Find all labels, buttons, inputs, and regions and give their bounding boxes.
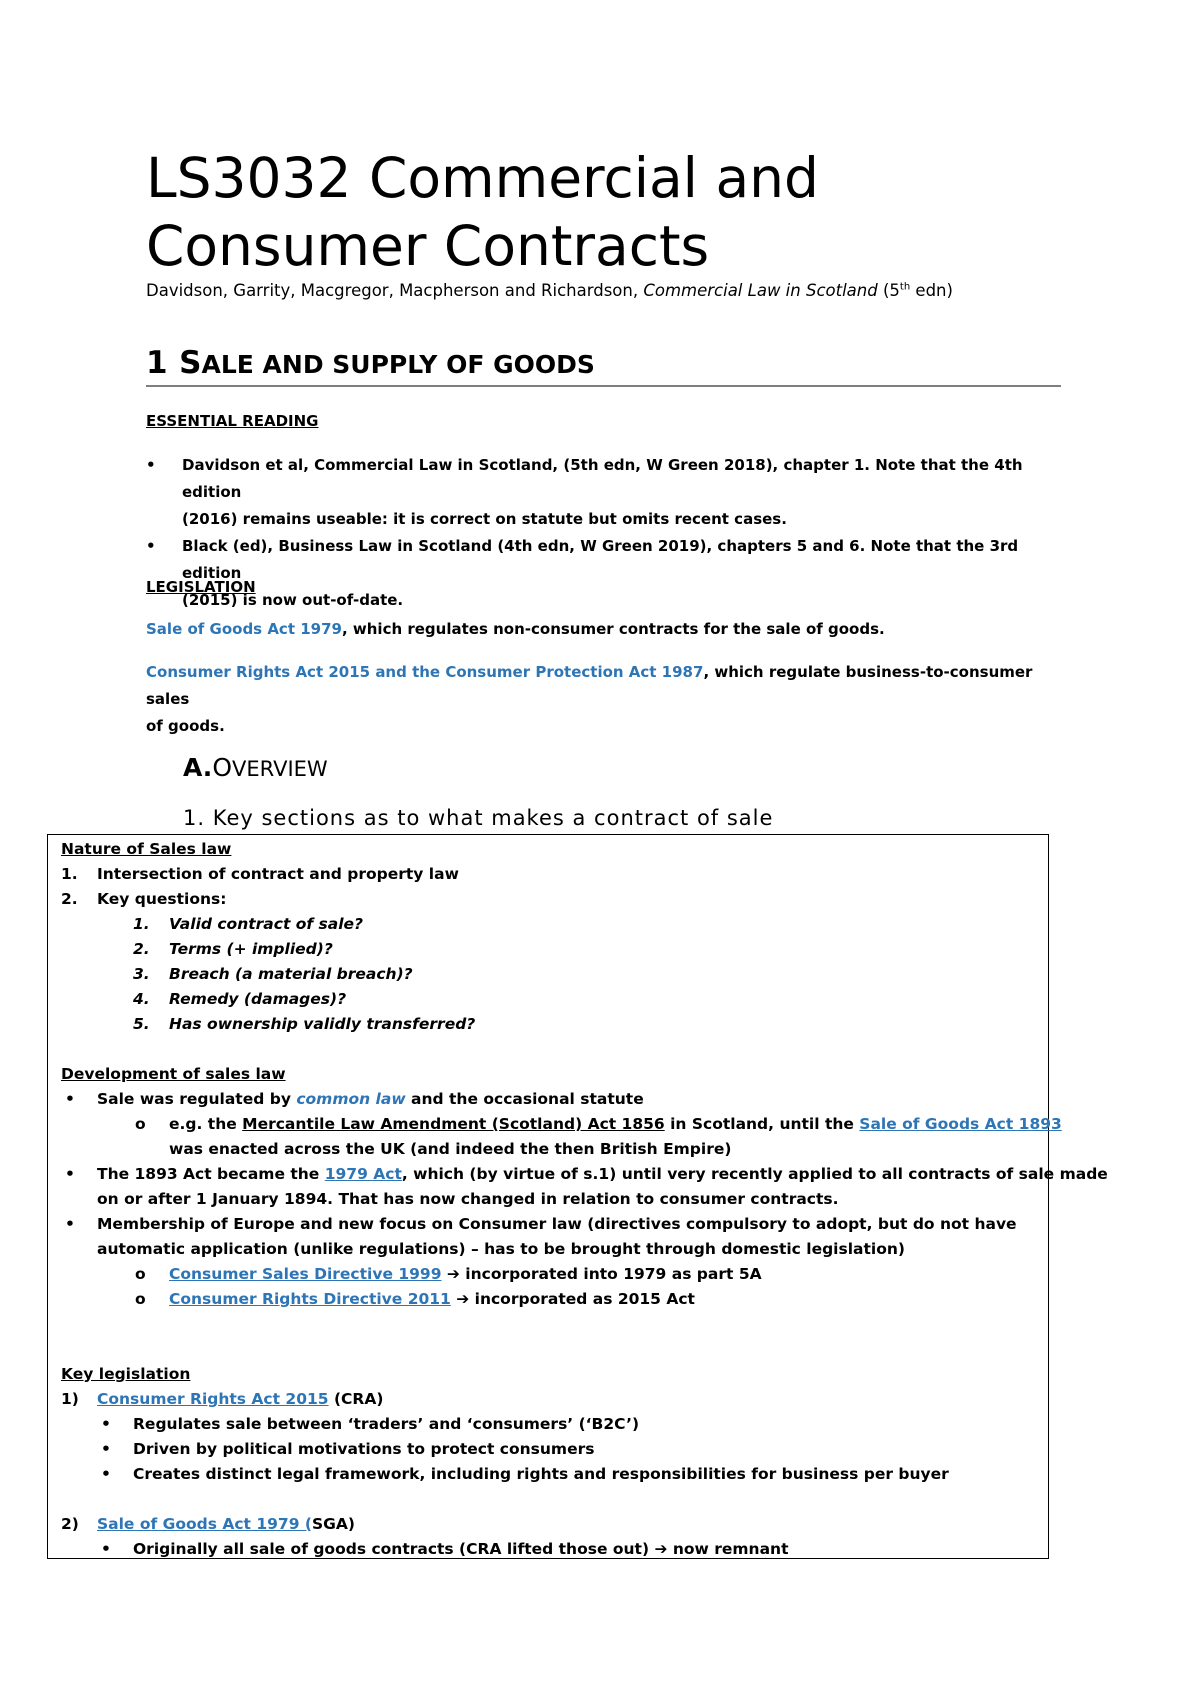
overview-heading	[183, 753, 328, 782]
question-number: 3.	[133, 965, 150, 983]
question-text: Terms (+ implied)?	[169, 940, 333, 958]
arrow-right-icon: ➔	[654, 1540, 668, 1558]
act-1979-link[interactable]: 1979 Act	[324, 1165, 402, 1183]
list-item	[146, 452, 1066, 533]
overview-cap: O	[212, 753, 232, 782]
legislation-para-2-text: , which regulate business-to-consumer sales	[146, 663, 1033, 708]
key1-text: Regulates sale between ‘traders’ and ‘consumers’ (‘B2C’)	[133, 1415, 640, 1433]
sub-bullet-icon: o	[135, 1265, 146, 1283]
edition-post: edn)	[910, 281, 953, 300]
dev-sub1-line2: was enacted across the UK (and indeed the then British Empire)	[169, 1140, 732, 1158]
edition-pre: (5	[877, 281, 900, 300]
overview-rest: VERVIEW	[232, 757, 328, 781]
bullet-icon: •	[101, 1440, 111, 1458]
consumer-sales-directive-link[interactable]: Consumer Sales Directive 1999	[169, 1265, 442, 1283]
sga-1979-box-link[interactable]: Sale of Goods Act 1979 (	[97, 1515, 312, 1533]
key-heading-line	[61, 1362, 1041, 1387]
bullet-icon: •	[101, 1415, 111, 1433]
spacer	[61, 1312, 1041, 1337]
reading-1-line-1: Davidson et al, Commercial Law in Scotland, (5th edn, W Green 2018), chapter 1. Note that the 4th edition	[182, 456, 1023, 501]
legislation-para-2-line-2: of goods.	[146, 717, 225, 735]
sga-1893-link[interactable]: Sale of Goods Act 1893	[859, 1115, 1062, 1133]
item-number: 1.	[61, 865, 78, 883]
key-item-2	[61, 1512, 1041, 1537]
item-text: Key questions:	[97, 890, 227, 908]
dev-sub-3	[61, 1287, 1041, 1312]
legislation-para-1-text: , which regulates non-consumer contracts for the sale of goods.	[341, 620, 885, 638]
common-law-link[interactable]: common law	[296, 1090, 406, 1108]
key-number: 2)	[61, 1515, 79, 1533]
dev-sub-1	[61, 1112, 1062, 1137]
dev-heading: Development of sales law	[61, 1065, 286, 1083]
key1-bullet	[61, 1437, 1041, 1462]
legislation-para-2	[146, 659, 1066, 740]
dev-b2-pre: The 1893 Act became the	[97, 1165, 325, 1183]
dev-bullet-3	[61, 1212, 1041, 1237]
subsection-number: 1.	[183, 806, 206, 830]
key-number: 1)	[61, 1390, 79, 1408]
section-title-rest: ALE AND SUPPLY OF GOODS	[201, 350, 595, 379]
key2-item-post: now remnant	[667, 1540, 789, 1558]
dev-sub-1-cont	[61, 1137, 1041, 1162]
question-number: 1.	[133, 915, 150, 933]
dev-b2-post: , which (by virtue of s.1) until very recently applied to all contracts of sale made	[401, 1165, 1108, 1183]
mercantile-act: Mercantile Law Amendment (Scotland) Act 1856	[242, 1115, 665, 1133]
question-text: Has ownership validly transferred?	[169, 1015, 476, 1033]
section-heading	[146, 345, 1061, 387]
key-item-1	[61, 1387, 1041, 1412]
key2-item-pre: Originally all sale of goods contracts (CRA lifted those out)	[133, 1540, 655, 1558]
spacer	[61, 1337, 1041, 1362]
reading-2-line-2: (2015) is now out-of-date.	[182, 591, 404, 609]
authors-names: Davidson, Garrity, Macgregor, Macpherson and Richardson,	[146, 281, 644, 300]
key1-bullet	[61, 1412, 1041, 1437]
book-title: Commercial Law in Scotland	[643, 281, 878, 300]
dev-sub3-post: incorporated as 2015 Act	[469, 1290, 695, 1308]
question-text: Breach (a material breach)?	[169, 965, 413, 983]
question-item	[61, 937, 1041, 962]
spacer	[61, 1487, 1041, 1512]
dev-sub1-pre: e.g. the	[169, 1115, 243, 1133]
sub-bullet-icon: o	[135, 1115, 146, 1133]
item-text: Intersection of contract and property law	[97, 865, 459, 883]
document-title	[146, 144, 1096, 280]
subsection-title: Key sections as to what makes a contract of sale	[212, 806, 774, 830]
key1-text: Creates distinct legal framework, including rights and responsibilities for business per buyer	[133, 1465, 949, 1483]
key1-text: Driven by political motivations to protect consumers	[133, 1440, 595, 1458]
bullet-icon: •	[65, 1215, 75, 1233]
question-text: Remedy (damages)?	[169, 990, 347, 1008]
key2-post: SGA)	[311, 1515, 355, 1533]
bullet-icon: •	[101, 1540, 111, 1558]
spacer	[61, 1037, 1041, 1062]
question-item	[61, 962, 1041, 987]
dev-b3-line2: automatic application (unlike regulations) – has to be brought through domestic legislation)	[97, 1240, 905, 1258]
dev-bullet-2-cont	[61, 1187, 1041, 1212]
dev-bullet-3-cont	[61, 1237, 1041, 1262]
legislation-heading: LEGISLATION	[146, 578, 256, 596]
notes-box-content	[61, 837, 1108, 1562]
subsection-heading	[183, 806, 773, 830]
title-line-2: Consumer Contracts	[146, 214, 710, 278]
key1-post: (CRA)	[328, 1390, 384, 1408]
dev-heading-line	[61, 1062, 1041, 1087]
legislation-para-1	[146, 616, 1066, 643]
consumer-rights-directive-link[interactable]: Consumer Rights Directive 2011	[169, 1290, 451, 1308]
edition-sup: th	[899, 281, 911, 293]
authors-line	[146, 281, 953, 300]
section-number: 1	[146, 345, 168, 381]
arrow-right-icon: ➔	[446, 1265, 460, 1283]
dev-b1-post: and the occasional statute	[405, 1090, 644, 1108]
list-item	[146, 533, 1066, 614]
bullet-icon: •	[146, 537, 156, 555]
bullet-icon: •	[65, 1165, 75, 1183]
nature-item	[61, 887, 1041, 912]
bullet-icon: •	[65, 1090, 75, 1108]
item-number: 2.	[61, 890, 78, 908]
dev-bullet-1	[61, 1087, 1041, 1112]
dev-sub1-mid: in Scotland, until the	[664, 1115, 860, 1133]
section-title-cap: S	[179, 345, 202, 381]
essential-reading-list	[146, 452, 1066, 614]
question-number: 4.	[133, 990, 150, 1008]
title-line-1: LS3032 Commercial and	[146, 146, 819, 210]
nature-item	[61, 862, 1041, 887]
question-text: Valid contract of sale?	[169, 915, 364, 933]
sub-bullet-icon: o	[135, 1290, 146, 1308]
arrow-right-icon: ➔	[456, 1290, 470, 1308]
dev-b1-pre: Sale was regulated by	[97, 1090, 297, 1108]
bullet-icon: •	[146, 456, 156, 474]
dev-b3-line1: Membership of Europe and new focus on Consumer law (directives compulsory to adopt, but do not have	[97, 1215, 1017, 1233]
dev-bullet-2	[61, 1162, 1108, 1187]
notes-box	[47, 834, 1108, 1559]
reading-2-line-1: Black (ed), Business Law in Scotland (4th edn, W Green 2019), chapters 5 and 6. Note that the 3rd edition	[182, 537, 1019, 582]
nature-heading-line	[61, 837, 1041, 862]
cra-cpa-link[interactable]: Consumer Rights Act 2015 and the Consumer Protection Act 1987	[146, 663, 704, 681]
question-number: 2.	[133, 940, 150, 958]
question-item	[61, 1012, 1041, 1037]
question-item	[61, 987, 1041, 1012]
essential-reading-heading: ESSENTIAL READING	[146, 412, 319, 430]
key-heading: Key legislation	[61, 1365, 191, 1383]
bullet-icon: •	[101, 1465, 111, 1483]
question-item	[61, 912, 1041, 937]
dev-b2-line2: on or after 1 January 1894. That has now changed in relation to consumer contracts.	[97, 1190, 839, 1208]
key2-bullet	[61, 1537, 1041, 1562]
cra-2015-link[interactable]: Consumer Rights Act 2015	[97, 1390, 329, 1408]
overview-letter: A.	[183, 753, 213, 782]
sga-1979-link[interactable]: Sale of Goods Act 1979	[146, 620, 342, 638]
dev-sub2-post: incorporated into 1979 as part 5A	[459, 1265, 762, 1283]
key1-bullet	[61, 1462, 1041, 1487]
nature-heading: Nature of Sales law	[61, 840, 232, 858]
dev-sub-2	[61, 1262, 1041, 1287]
question-number: 5.	[133, 1015, 150, 1033]
reading-1-line-2: (2016) remains useable: it is correct on statute but omits recent cases.	[182, 510, 787, 528]
